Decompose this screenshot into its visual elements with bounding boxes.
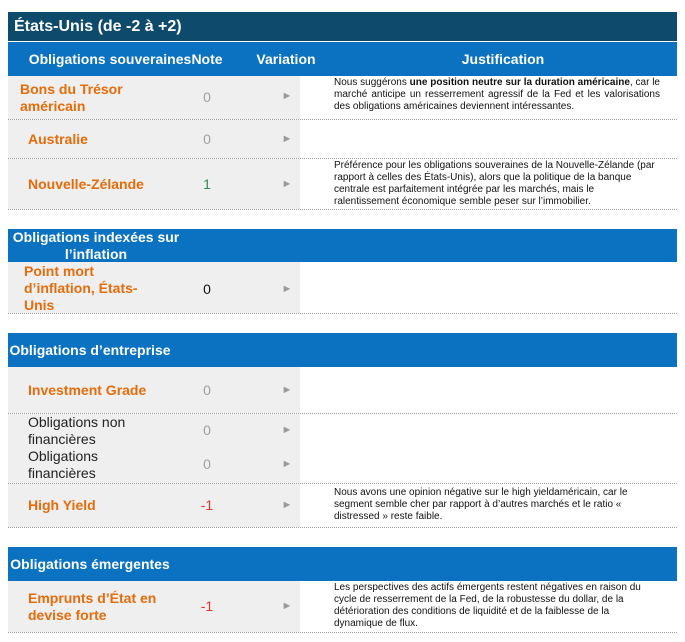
row-label-investment-grade: Investment Grade (28, 382, 147, 398)
row-label-financials: Obligations financières (28, 448, 99, 481)
variation-arrow-icon: ► (281, 600, 293, 612)
note-value: 0 (203, 422, 211, 438)
table-title: États-Unis (de -2 à +2) (8, 12, 677, 41)
row-label-non-financials: Obligations non financières (28, 414, 126, 447)
variation-arrow-icon: ► (281, 90, 293, 102)
justification-text: Les perspectives des actifs émergents restent négatives en raison du cycle de resserrement de la Fed, de la robustesse du dollar, de la détérioration des conditions de liquidité et de la faiblesse de la dynamique de flux. (334, 582, 641, 629)
justification-text: Nous suggérons une position neutre sur la duration américaine, car le marché anticipe un resserrement agressif de la Fed et les valorisations des obligations américaines deviennent intéressantes. (334, 77, 660, 112)
note-value: -1 (200, 497, 214, 513)
section-header-emerging: Obligations émergentes (10, 555, 170, 572)
variation-arrow-icon: ► (281, 178, 293, 190)
justification-text: Nous avons une opinion négative sur le high yieldaméricain, car le segment semble cher par rapport à d’autres marchés et le ratio « distressed » reste faible. (334, 487, 628, 522)
note-value: 0 (203, 131, 211, 147)
note-value: 0 (203, 281, 211, 297)
justification-text: Préférence pour les obligations souveraines de la Nouvelle-Zélande (par rapport à celles des États-Unis), alors que la politique de la banque centrale est parfaitement intégrée par les marchés, mais le ralentissement économique semble peser sur l’immobilier. (334, 160, 655, 207)
row-label-breakeven-inflation: Point mort d’inflation, États-Unis (24, 263, 138, 313)
variation-arrow-icon: ► (281, 133, 293, 145)
variation-arrow-icon: ► (281, 499, 293, 511)
note-value: 0 (203, 89, 211, 105)
variation-arrow-icon: ► (281, 424, 293, 436)
row-label-hard-currency-sovereign: Emprunts d’État en devise forte (28, 590, 157, 623)
variation-arrow-icon: ► (281, 283, 293, 295)
header-justification: Justification (461, 50, 545, 67)
row-label-new-zealand: Nouvelle-Zélande (28, 176, 144, 192)
header-note: Note (191, 50, 223, 67)
row-label-high-yield: High Yield (28, 497, 96, 513)
header-category: Obligations souveraines (28, 50, 192, 67)
section-header-inflation: Obligations indexées sur l’inflation (12, 228, 180, 262)
row-label-australia: Australie (28, 131, 88, 147)
variation-arrow-icon: ► (281, 384, 293, 396)
note-value: 0 (203, 382, 211, 398)
variation-arrow-icon: ► (281, 458, 293, 470)
section-header-corporate: Obligations d’entreprise (9, 341, 171, 358)
note-value: -1 (200, 598, 214, 614)
header-variation: Variation (256, 50, 316, 67)
note-value: 1 (203, 176, 211, 192)
note-value: 0 (203, 456, 211, 472)
row-label-us-treasuries: Bons du Trésor américain (20, 81, 123, 114)
